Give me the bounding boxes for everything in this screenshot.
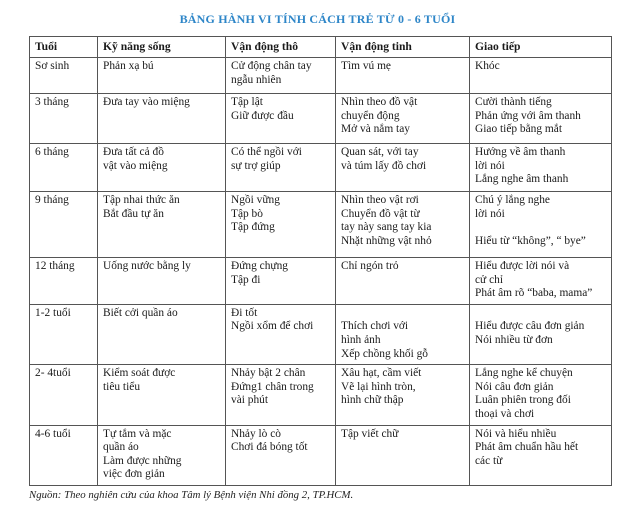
cell-line: thoại và chơi — [475, 407, 535, 420]
table-row — [30, 94, 612, 144]
cell-line: Nói câu đơn giản — [475, 380, 554, 393]
cell-life-skills — [98, 258, 226, 305]
age-label: 1-2 tuổi — [35, 306, 71, 319]
cell-line: Nói và hiểu nhiều — [475, 427, 557, 440]
table-row — [30, 258, 612, 305]
header-fine-motor: Vận động tinh — [336, 37, 470, 58]
cell-line: Cử động chân tay — [231, 60, 312, 72]
cell-line: Hiểu được câu đơn giản — [475, 320, 585, 333]
header-communication: Giao tiếp — [470, 37, 612, 58]
cell-line: Hiểu từ “không”, “ bye” — [475, 234, 586, 247]
cell-line: Biết cởi quần áo — [103, 306, 178, 319]
cell-life-skills — [98, 192, 226, 258]
cell-line: Tập đi — [231, 273, 261, 286]
cell-fine-motor — [336, 144, 470, 192]
cell-line: Nhặt những vật nhỏ — [341, 234, 432, 247]
cell-line: Giữ được đầu — [231, 109, 294, 122]
cell-line: Tìm vú mẹ — [341, 60, 391, 72]
cell-gross-motor — [226, 192, 336, 258]
cell-line: việc đơn giản — [103, 468, 165, 481]
cell-spacer — [475, 221, 607, 235]
table-header-row — [30, 37, 612, 58]
cell-communication — [470, 258, 612, 305]
cell-communication — [470, 58, 612, 94]
cell-gross-motor — [226, 365, 336, 425]
cell-line: Khóc — [475, 60, 500, 72]
cell-line: vật vào miệng — [103, 159, 168, 172]
cell-line: các từ — [475, 454, 503, 467]
cell-line: Nhìn theo vật rơi — [341, 194, 419, 206]
cell-line: Đưa tất cả đồ — [103, 146, 164, 158]
age-label: 12 tháng — [35, 260, 75, 272]
cell-line: Hiểu được lời nói và — [475, 260, 570, 272]
cell-line: Nhảy bật 2 chân — [231, 367, 306, 380]
table-row — [30, 425, 612, 485]
cell-line: Đi tốt — [231, 306, 258, 319]
cell-line: Tập đứng — [231, 221, 275, 234]
cell-communication — [470, 144, 612, 192]
cell-age — [30, 58, 98, 94]
cell-age — [30, 425, 98, 485]
cell-gross-motor — [226, 258, 336, 305]
cell-line: hình ảnh — [341, 333, 381, 346]
cell-fine-motor — [336, 304, 470, 364]
cell-line: Vẽ lại hình tròn, — [341, 380, 416, 393]
cell-line: Lắng nghe âm thanh — [475, 173, 569, 186]
cell-line: Tập viết chữ — [341, 427, 399, 440]
cell-line: Tự tắm và mặc — [103, 427, 172, 440]
behavior-table — [29, 36, 612, 486]
cell-line: Ngồi xổm để chơi — [231, 320, 314, 333]
cell-line: Có thể ngồi với — [231, 146, 302, 158]
cell-age — [30, 304, 98, 364]
age-label: 2- 4tuổi — [35, 367, 71, 380]
cell-line: cử chỉ — [475, 273, 503, 286]
cell-line: Quan sát, với tay — [341, 146, 419, 158]
cell-line: Ngồi vững — [231, 194, 280, 206]
cell-age — [30, 365, 98, 425]
table-row — [30, 144, 612, 192]
cell-line: Xếp chồng khối gỗ — [341, 347, 428, 360]
cell-line: Chuyển đồ vật từ — [341, 207, 420, 220]
table-row — [30, 365, 612, 425]
source-note: Nguồn: Theo nghiên cứu của khoa Tâm lý Bệnh viện Nhi đồng 2, TP.HCM. — [29, 489, 354, 501]
cell-line: vài phút — [231, 394, 269, 407]
cell-age — [30, 258, 98, 305]
cell-line: Chỉ ngón trỏ — [341, 260, 399, 272]
cell-life-skills — [98, 58, 226, 94]
cell-line: Tập lật — [231, 96, 263, 108]
cell-line: Chú ý lắng nghe — [475, 194, 550, 206]
cell-line: Mở và nắm tay — [341, 123, 410, 136]
cell-line: Chơi đá bóng tốt — [231, 441, 308, 454]
cell-line: Phản xạ bú — [103, 60, 154, 72]
age-label: 9 tháng — [35, 194, 69, 206]
cell-line: Nói nhiều từ đơn — [475, 333, 553, 346]
cell-line: Hướng về âm thanh — [475, 146, 566, 158]
age-label: Sơ sinh — [35, 60, 70, 72]
cell-line: và túm lấy đồ chơi — [341, 159, 427, 172]
cell-line: lời nói — [475, 159, 505, 172]
header-age: Tuổi — [30, 37, 98, 58]
cell-line: Phản ứng với âm thanh — [475, 109, 581, 122]
cell-line: Đứng1 chân trong — [231, 380, 314, 393]
header-gross-motor: Vận động thô — [226, 37, 336, 58]
cell-age — [30, 192, 98, 258]
cell-line: Lắng nghe kể chuyện — [475, 367, 573, 380]
cell-communication — [470, 365, 612, 425]
age-label: 6 tháng — [35, 146, 69, 158]
cell-spacer — [475, 307, 607, 321]
cell-gross-motor — [226, 425, 336, 485]
cell-line: sự trợ giúp — [231, 159, 281, 172]
cell-life-skills — [98, 365, 226, 425]
cell-fine-motor — [336, 258, 470, 305]
page-title: BẢNG HÀNH VI TÍNH CÁCH TRẺ TỪ 0 - 6 TUỔI — [179, 12, 456, 26]
cell-line: Uống nước bằng ly — [103, 260, 191, 272]
cell-fine-motor — [336, 58, 470, 94]
cell-line: tiêu tiểu — [103, 380, 141, 393]
cell-line: Kiểm soát được — [103, 367, 176, 380]
cell-line: Luân phiên trong đối — [475, 394, 571, 407]
table-row — [30, 58, 612, 94]
cell-line: lời nói — [475, 207, 505, 220]
cell-life-skills — [98, 425, 226, 485]
cell-gross-motor — [226, 58, 336, 94]
cell-communication — [470, 304, 612, 364]
cell-line: Làm được những — [103, 454, 182, 467]
cell-line: Thích chơi với — [341, 320, 409, 333]
cell-communication — [470, 425, 612, 485]
cell-fine-motor — [336, 365, 470, 425]
cell-line: Bắt đầu tự ăn — [103, 207, 164, 220]
cell-communication — [470, 192, 612, 258]
cell-age — [30, 94, 98, 144]
cell-line: Đưa tay vào miệng — [103, 96, 190, 108]
cell-life-skills — [98, 144, 226, 192]
cell-fine-motor — [336, 425, 470, 485]
cell-communication — [470, 94, 612, 144]
cell-line: Tập bò — [231, 207, 263, 220]
cell-line: quần áo — [103, 441, 139, 454]
cell-gross-motor — [226, 304, 336, 364]
cell-line: Phát âm rõ “baba, mama” — [475, 287, 593, 300]
cell-line: chuyển động — [341, 109, 400, 122]
age-label: 3 tháng — [35, 96, 69, 108]
cell-line: tay này sang tay kia — [341, 221, 432, 234]
cell-line: ngẫu nhiên — [231, 73, 282, 86]
cell-gross-motor — [226, 94, 336, 144]
cell-gross-motor — [226, 144, 336, 192]
cell-life-skills — [98, 94, 226, 144]
cell-age — [30, 144, 98, 192]
cell-line: Cười thành tiếng — [475, 96, 552, 108]
cell-line: hình chữ thập — [341, 394, 404, 407]
cell-line: Tập nhai thức ăn — [103, 194, 180, 206]
cell-fine-motor — [336, 192, 470, 258]
header-life-skills: Kỹ năng sống — [98, 37, 226, 58]
cell-life-skills — [98, 304, 226, 364]
cell-spacer — [341, 307, 465, 321]
cell-line: Giao tiếp bằng mắt — [475, 123, 562, 136]
table-row — [30, 304, 612, 364]
cell-line: Phát âm chuẩn hầu hết — [475, 441, 579, 454]
age-label: 4-6 tuổi — [35, 427, 71, 440]
cell-line: Nhảy lò cò — [231, 427, 281, 440]
cell-fine-motor — [336, 94, 470, 144]
cell-line: Nhìn theo đồ vật — [341, 96, 418, 108]
table-row — [30, 192, 612, 258]
cell-line: Xâu hạt, cầm viết — [341, 367, 422, 380]
cell-line: Đứng chựng — [231, 260, 288, 272]
